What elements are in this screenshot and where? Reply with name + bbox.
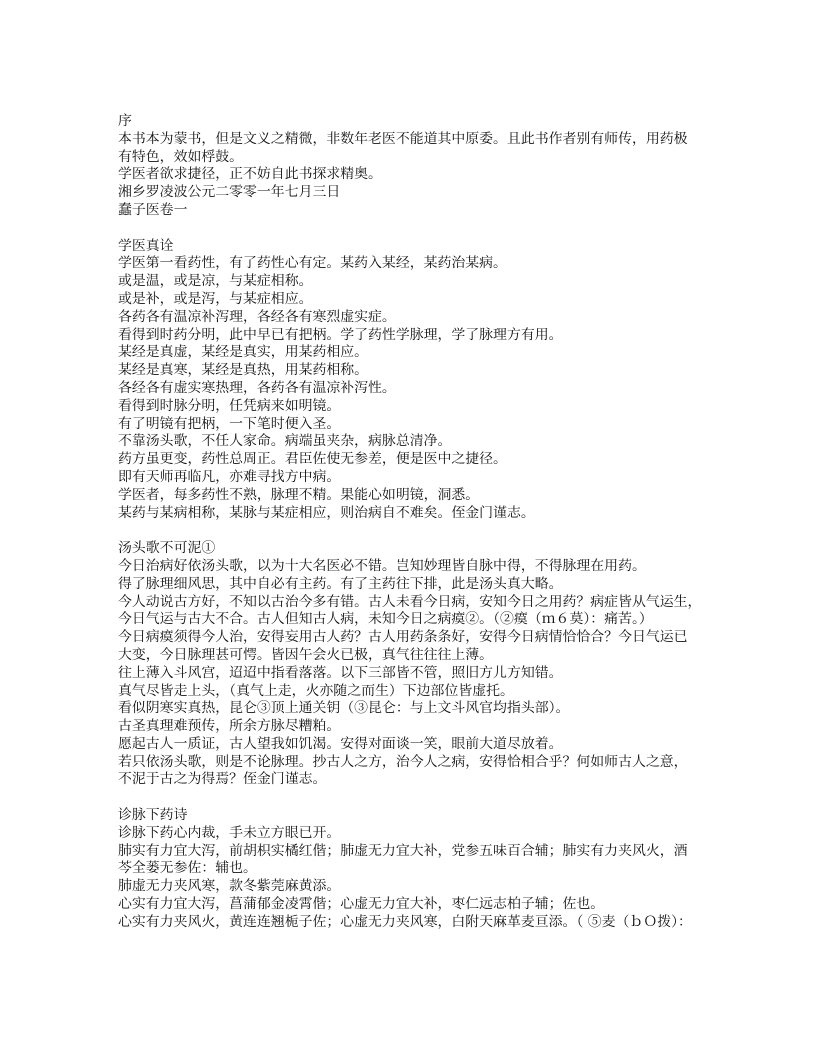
text-line: 各药各有温凉补泻理，各经各有寒烈虚实症。: [118, 308, 396, 325]
text-line: 不靠汤头歌，不任人家命。病端虽夹杂，病脉总清净。: [118, 433, 452, 450]
text-line: 学医者欲求捷径，正不妨自此书探求精奥。: [118, 166, 382, 183]
document-section: [118, 540, 718, 789]
text-line: 古圣真理难预传，所余方脉尽糟粕。: [118, 718, 341, 735]
text-line: 即有天师再临凡，亦难寻找方中病。: [118, 468, 341, 485]
text-line: 或是温，或是凉，与某症相称。: [118, 273, 313, 290]
text-line: 看得到时药分明，此中早已有把柄。学了药性学脉理，学了脉理方有用。: [118, 326, 563, 343]
text-line: 大变，今日脉理甚可愕。皆因午会火已极，真气往往往上薄。: [118, 646, 494, 663]
text-line: 本书本为蒙书，但是文义之精微，非数年老医不能道其中原委。且此书作者别有师传，用药极: [118, 130, 688, 147]
text-line: 或是补，或是泻，与某症相应。: [118, 290, 313, 307]
text-line: 今人动说古方好，不知以古治今多有错。古人未看今日病，安知今日之用药？病症皆从气运生，: [118, 593, 702, 610]
text-line: 看得到时脉分明，任凭病来如明镜。: [118, 397, 341, 414]
text-line: 往上薄入斗风宫，迢迢中指看落落。以下三部皆不管，照旧方儿方知错。: [118, 664, 563, 681]
text-line: 肺虚无力夹风寒，款冬紫莞麻黄添。: [118, 878, 341, 895]
text-line: 看似阴寒实真热，昆仑③顶上通关钥（③昆仑：与上文斗风官均指头部）。: [118, 700, 570, 717]
section-title: 汤头歌不可泥①: [118, 540, 216, 557]
text-line: 心实有力夹风火，黄连连翘栀子佐；心虚无力夹风寒，白附天麻革麦亘添。（ ⑤麦（ｂＯ拨）：: [118, 913, 692, 930]
text-line: 心实有力宜大泻，菖蒲郁金凌霄偕；心虚无力宜大补，枣仁远志柏子辅；佐也。: [118, 896, 605, 913]
text-line: 各经各有虚实寒热理，各药各有温凉补泻性。: [118, 379, 396, 396]
document-section: [118, 113, 718, 220]
text-line: 芩全蒌无参佐：辅也。: [118, 860, 257, 877]
text-line: 某经是真寒，某经是真热，用某药相称。: [118, 362, 369, 379]
text-line: 真气尽皆走上头，（真气上走，火亦随之而生）下边部位皆虚托。: [118, 682, 514, 699]
text-line: 学医者，每多药性不熟，脉理不精。果能心如明镜，洞悉。: [118, 486, 480, 503]
text-line: 今日气运与古大不合。古人但知古人病，未知今日之病瘼②。（②瘼（ｍ６莫）：痛苦。）: [118, 611, 653, 628]
text-line: 湘乡罗凌波公元二零零一年七月三日: [118, 184, 341, 201]
text-line: 某药与某病相称，某脉与某症相应，则治病自不难矣。侄金门谨志。: [118, 504, 535, 521]
text-line: 今日病瘼须得今人治，安得妄用古人药？古人用药条条好，安得今日病情恰恰合？今日气运已: [118, 629, 688, 646]
text-line: 得了脉理细风思，其中自必有主药。有了主药往下排，此是汤头真大略。: [118, 575, 563, 592]
text-line: 某经是真虚，某经是真实，用某药相应。: [118, 344, 369, 361]
text-line: 肺实有力宜大泻，前胡枳实橘红偕；肺虚无力宜大补，党参五味百合辅；肺实有力夹风火，酒: [118, 842, 688, 859]
section-title: 序: [118, 113, 132, 129]
document-section: [118, 238, 718, 523]
text-line: 今日治病好依汤头歌，以为十大名医必不错。岂知妙理皆自脉中得，不得脉理在用药。: [118, 557, 646, 574]
text-line: 诊脉下药心内裁，手未立方眼已开。: [118, 824, 341, 841]
section-title: 诊脉下药诗: [118, 807, 188, 824]
text-line: 有了明镜有把柄，一下笔时便入圣。: [118, 415, 341, 432]
section-title: 学医真诠: [118, 237, 174, 254]
text-line: 若只依汤头歌，则是不论脉理。抄古人之方，治今人之病，安得恰相合乎？何如师古人之意，: [118, 753, 688, 770]
text-line: 蠢子医卷一: [118, 201, 188, 218]
text-line: 药方虽更变，药性总周正。君臣佐使无参差，便是医中之捷径。: [118, 451, 507, 468]
text-line: 学医第一看药性，有了药性心有定。某药入某经，某药治某病。: [118, 255, 507, 272]
text-line: 有特色，效如桴鼓。: [118, 148, 244, 165]
text-line: 不泥于古之为得焉？侄金门谨志。: [118, 771, 327, 788]
document-body: [118, 113, 718, 932]
document-section: [118, 807, 718, 932]
text-line: 愿起古人一质证，古人望我如饥渴。安得对面谈一笑，眼前大道尽放着。: [118, 735, 563, 752]
